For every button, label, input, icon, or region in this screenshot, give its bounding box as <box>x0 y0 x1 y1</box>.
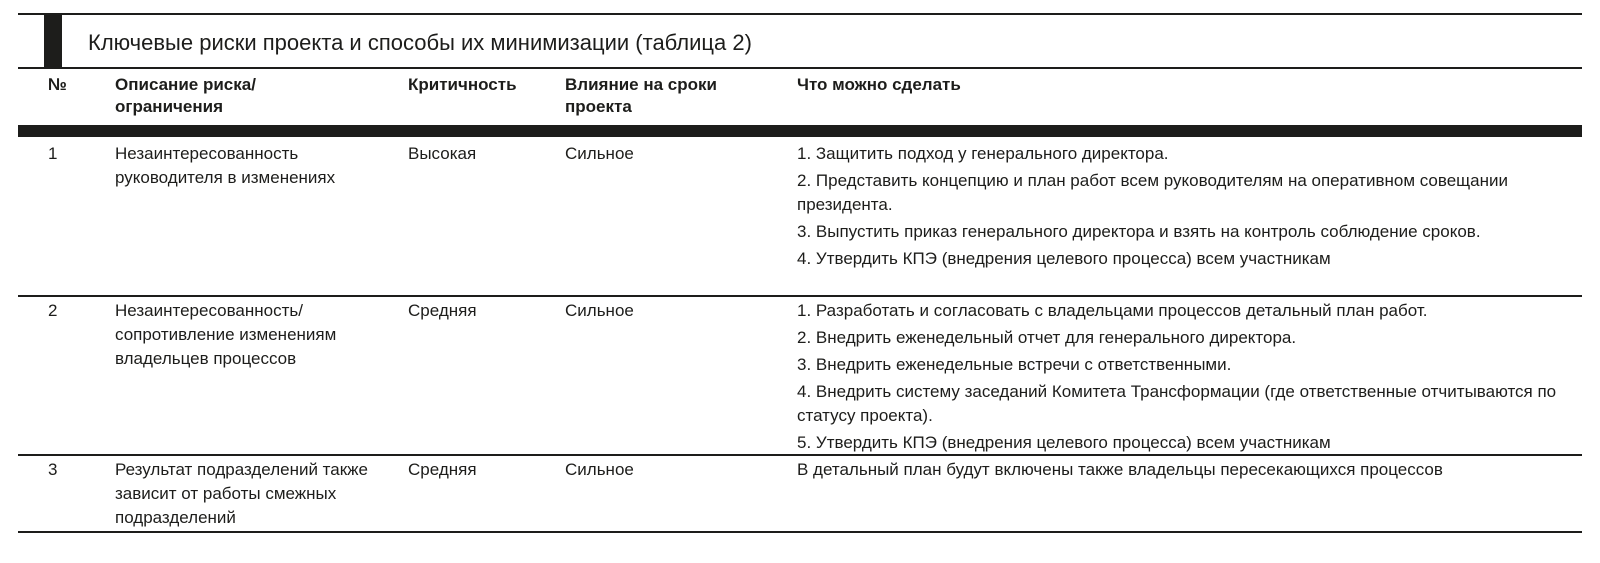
top-rule <box>18 13 1582 15</box>
row-crit: Высокая <box>408 144 477 163</box>
table-title-sub: (таблица 2) <box>629 30 752 55</box>
row-desc: Незаинтересованность руководителя в изменениях <box>115 144 336 187</box>
header-crit: Критичность <box>408 75 517 94</box>
header-actions: Что можно сделать <box>797 75 961 94</box>
action-item: 5. Утвердить КПЭ (внедрения целевого процесса) всем участникам <box>797 433 1331 452</box>
row-divider <box>18 454 1582 456</box>
action-item: В детальный план будут включены также владельцы пересекающихся процессов <box>797 460 1443 479</box>
action-item: 4. Утвердить КПЭ (внедрения целевого процесса) всем участникам <box>797 249 1331 268</box>
action-item: 3. Выпустить приказ генерального директора и взять на контроль соблюдение сроков. <box>797 222 1481 241</box>
row-num: 2 <box>48 301 58 320</box>
header-band <box>18 125 1582 137</box>
header-num: № <box>48 75 67 94</box>
title-accent-bar <box>44 15 62 67</box>
row-actions <box>797 299 1577 458</box>
table-title-main: Ключевые риски проекта и способы их минимизации <box>88 30 630 55</box>
row-crit: Средняя <box>408 301 477 320</box>
title-rule <box>18 67 1582 69</box>
row-desc: Результат подразделений также зависит от работы смежных подразделений <box>115 460 368 527</box>
action-item: 3. Внедрить еженедельные встречи с ответственными. <box>797 355 1232 374</box>
row-desc: Незаинтересованность/ сопротивление изменениям владельцев процессов <box>115 301 337 368</box>
row-divider <box>18 295 1582 297</box>
header-impact: Влияние на сроки проекта <box>565 75 717 116</box>
bottom-rule <box>18 531 1582 533</box>
row-actions <box>797 458 1577 485</box>
action-item: 1. Разработать и согласовать с владельцами процессов детальный план работ. <box>797 301 1428 320</box>
row-crit: Средняя <box>408 460 477 479</box>
action-item: 2. Представить концепцию и план работ всем руководителям на оперативном совещании президента. <box>797 171 1509 214</box>
action-item: 2. Внедрить еженедельный отчет для генерального директора. <box>797 328 1297 347</box>
table-title <box>88 29 752 57</box>
row-num: 3 <box>48 460 58 479</box>
header-desc: Описание риска/ ограничения <box>115 75 256 116</box>
row-impact: Сильное <box>565 460 634 479</box>
action-item: 4. Внедрить систему заседаний Комитета Трансформации (где ответственные отчитываются по статусу проекта). <box>797 382 1557 425</box>
row-impact: Сильное <box>565 144 634 163</box>
action-item: 1. Защитить подход у генерального директора. <box>797 144 1169 163</box>
row-actions <box>797 142 1577 274</box>
row-impact: Сильное <box>565 301 634 320</box>
row-num: 1 <box>48 144 58 163</box>
